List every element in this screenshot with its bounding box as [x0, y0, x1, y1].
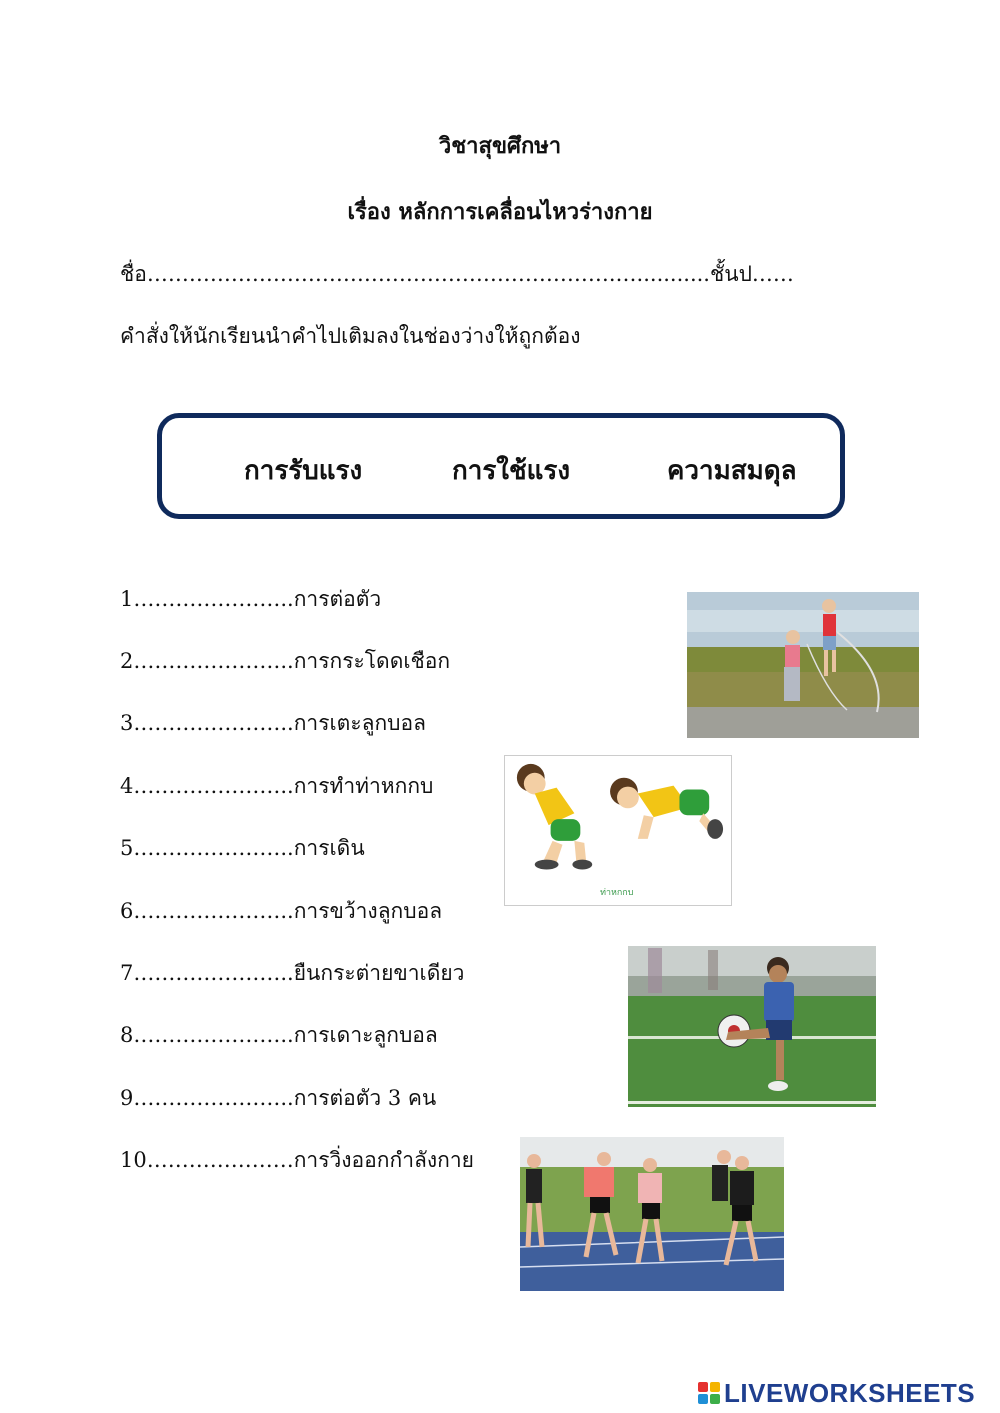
instruction: คำสั่งให้นักเรียนนำคำไปเติมลงในช่องว่างให้ถูกต้อง — [120, 324, 581, 348]
word-bank-item: ความสมดุล — [667, 456, 797, 486]
liveworksheets-mark-icon — [698, 1382, 720, 1404]
question-7: 7…………………..ยืนกระต่ายขาเดียว — [120, 961, 465, 985]
name-line: ชื่อ………………………………………………………….…...........ชั้นป…… — [120, 262, 794, 286]
subject-title: วิชาสุขศึกษา — [438, 133, 562, 159]
question-4: 4…………………..การทำท่าหกกบ — [120, 774, 434, 798]
jump-rope-photo — [687, 592, 919, 738]
frog-pose-caption: ท่าหกกบ — [600, 888, 634, 899]
question-2: 2…………………..การกระโดดเชือก — [120, 649, 451, 673]
liveworksheets-logo — [698, 1378, 975, 1408]
word-bank-item: การรับแรง — [244, 456, 363, 486]
question-8: 8…………………..การเดาะลูกบอล — [120, 1023, 438, 1047]
topic-title: เรื่อง หลักการเคลื่อนไหวร่างกาย — [347, 199, 653, 225]
question-9: 9…………………..การต่อตัว 3 คน — [120, 1086, 437, 1110]
question-6: 6…………………..การขว้างลูกบอล — [120, 899, 443, 923]
liveworksheets-wordmark: LIVEWORKSHEETS — [724, 1377, 976, 1408]
running-group-photo — [520, 1137, 784, 1291]
question-3: 3…………………..การเตะลูกบอล — [120, 711, 426, 735]
word-bank-item: การใช้แรง — [452, 456, 571, 486]
word-bank — [157, 413, 845, 519]
soccer-kid-photo — [628, 946, 876, 1107]
question-10: 10…………………การวิ่งออกกำลังกาย — [120, 1148, 474, 1172]
question-1: 1…………………..การต่อตัว — [120, 587, 382, 611]
question-5: 5…………………..การเดิน — [120, 836, 365, 860]
frog-pose-illustration — [504, 755, 732, 906]
